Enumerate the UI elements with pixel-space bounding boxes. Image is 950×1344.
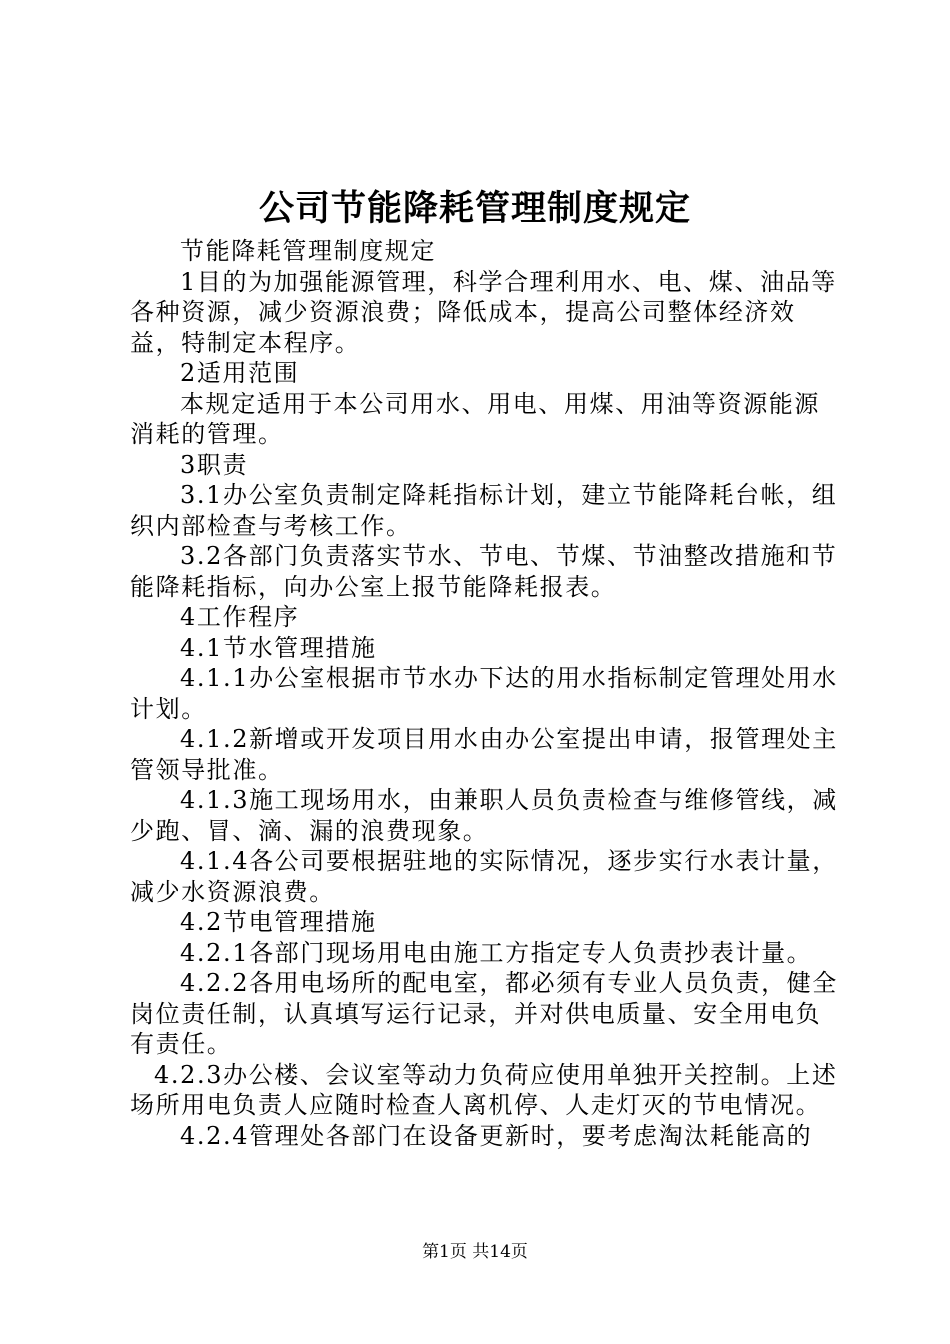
- paragraph-subtitle: 节能降耗管理制度规定: [180, 237, 436, 265]
- paragraph-power-4-2-4: 4.2.4管理处各部门在设备更新时，要考虑淘汰耗能高的: [180, 1121, 813, 1150]
- paragraph-power-4-2-3: 4.2.3办公楼、会议室等动力负荷应使用单独开关控制。上述场所用电负责人应随时检查人离机停、人走灯灭的节电情况。: [130, 1060, 838, 1119]
- paragraph-scope: 本规定适用于本公司用水、用电、用煤、用油等资源能源消耗的管理。: [130, 389, 820, 448]
- paragraph-water-4-1-2: 4.1.2新增或开发项目用水由办公室提出申请，报管理处主管领导批准。: [130, 725, 838, 784]
- paragraph-duties-heading: 3职责: [180, 450, 249, 479]
- paragraph-water-4-1-4: 4.1.4各公司要根据驻地的实际情况，逐步实行水表计量，减少水资源浪费。: [130, 847, 838, 906]
- paragraph-purpose: 1目的为加强能源管理，科学合理利用水、电、煤、油品等各种资源，减少资源浪费；降低成本，提高公司整体经济效益，特制定本程序。: [130, 267, 837, 357]
- paragraph-water-heading: 4.1节水管理措施: [180, 633, 377, 662]
- paragraph-power-4-2-1: 4.2.1各部门现场用电由施工方指定专人负责抄表计量。: [180, 938, 813, 967]
- paragraph-water-4-1-1: 4.1.1办公室根据市节水办下达的用水指标制定管理处用水计划。: [130, 664, 838, 723]
- paragraph-power-4-2-2: 4.2.2各用电场所的配电室，都必须有专业人员负责，健全岗位责任制，认真填写运行记录，并对供电质量、安全用电负有责任。: [130, 969, 838, 1058]
- paragraph-duty-3-2: 3.2各部门负责落实节水、节电、节煤、节油整改措施和节能降耗指标，向办公室上报节能降耗报表。: [130, 542, 838, 601]
- paragraph-water-4-1-3: 4.1.3施工现场用水，由兼职人员负责检查与维修管线，减少跑、冒、滴、漏的浪费现象。: [130, 786, 838, 845]
- paragraph-power-heading: 4.2节电管理措施: [180, 908, 377, 936]
- page-number: 第1页 共14页: [422, 1242, 528, 1262]
- document-body: [130, 236, 840, 1151]
- paragraph-procedure-heading: 4工作程序: [180, 603, 300, 631]
- paragraph-duty-3-1: 3.1办公室负责制定降耗指标计划，建立节能降耗台帐，组织内部检查与考核工作。: [130, 481, 838, 540]
- paragraph-scope-heading: 2适用范围: [180, 359, 300, 387]
- document-title: 公司节能降耗管理制度规定: [258, 188, 691, 229]
